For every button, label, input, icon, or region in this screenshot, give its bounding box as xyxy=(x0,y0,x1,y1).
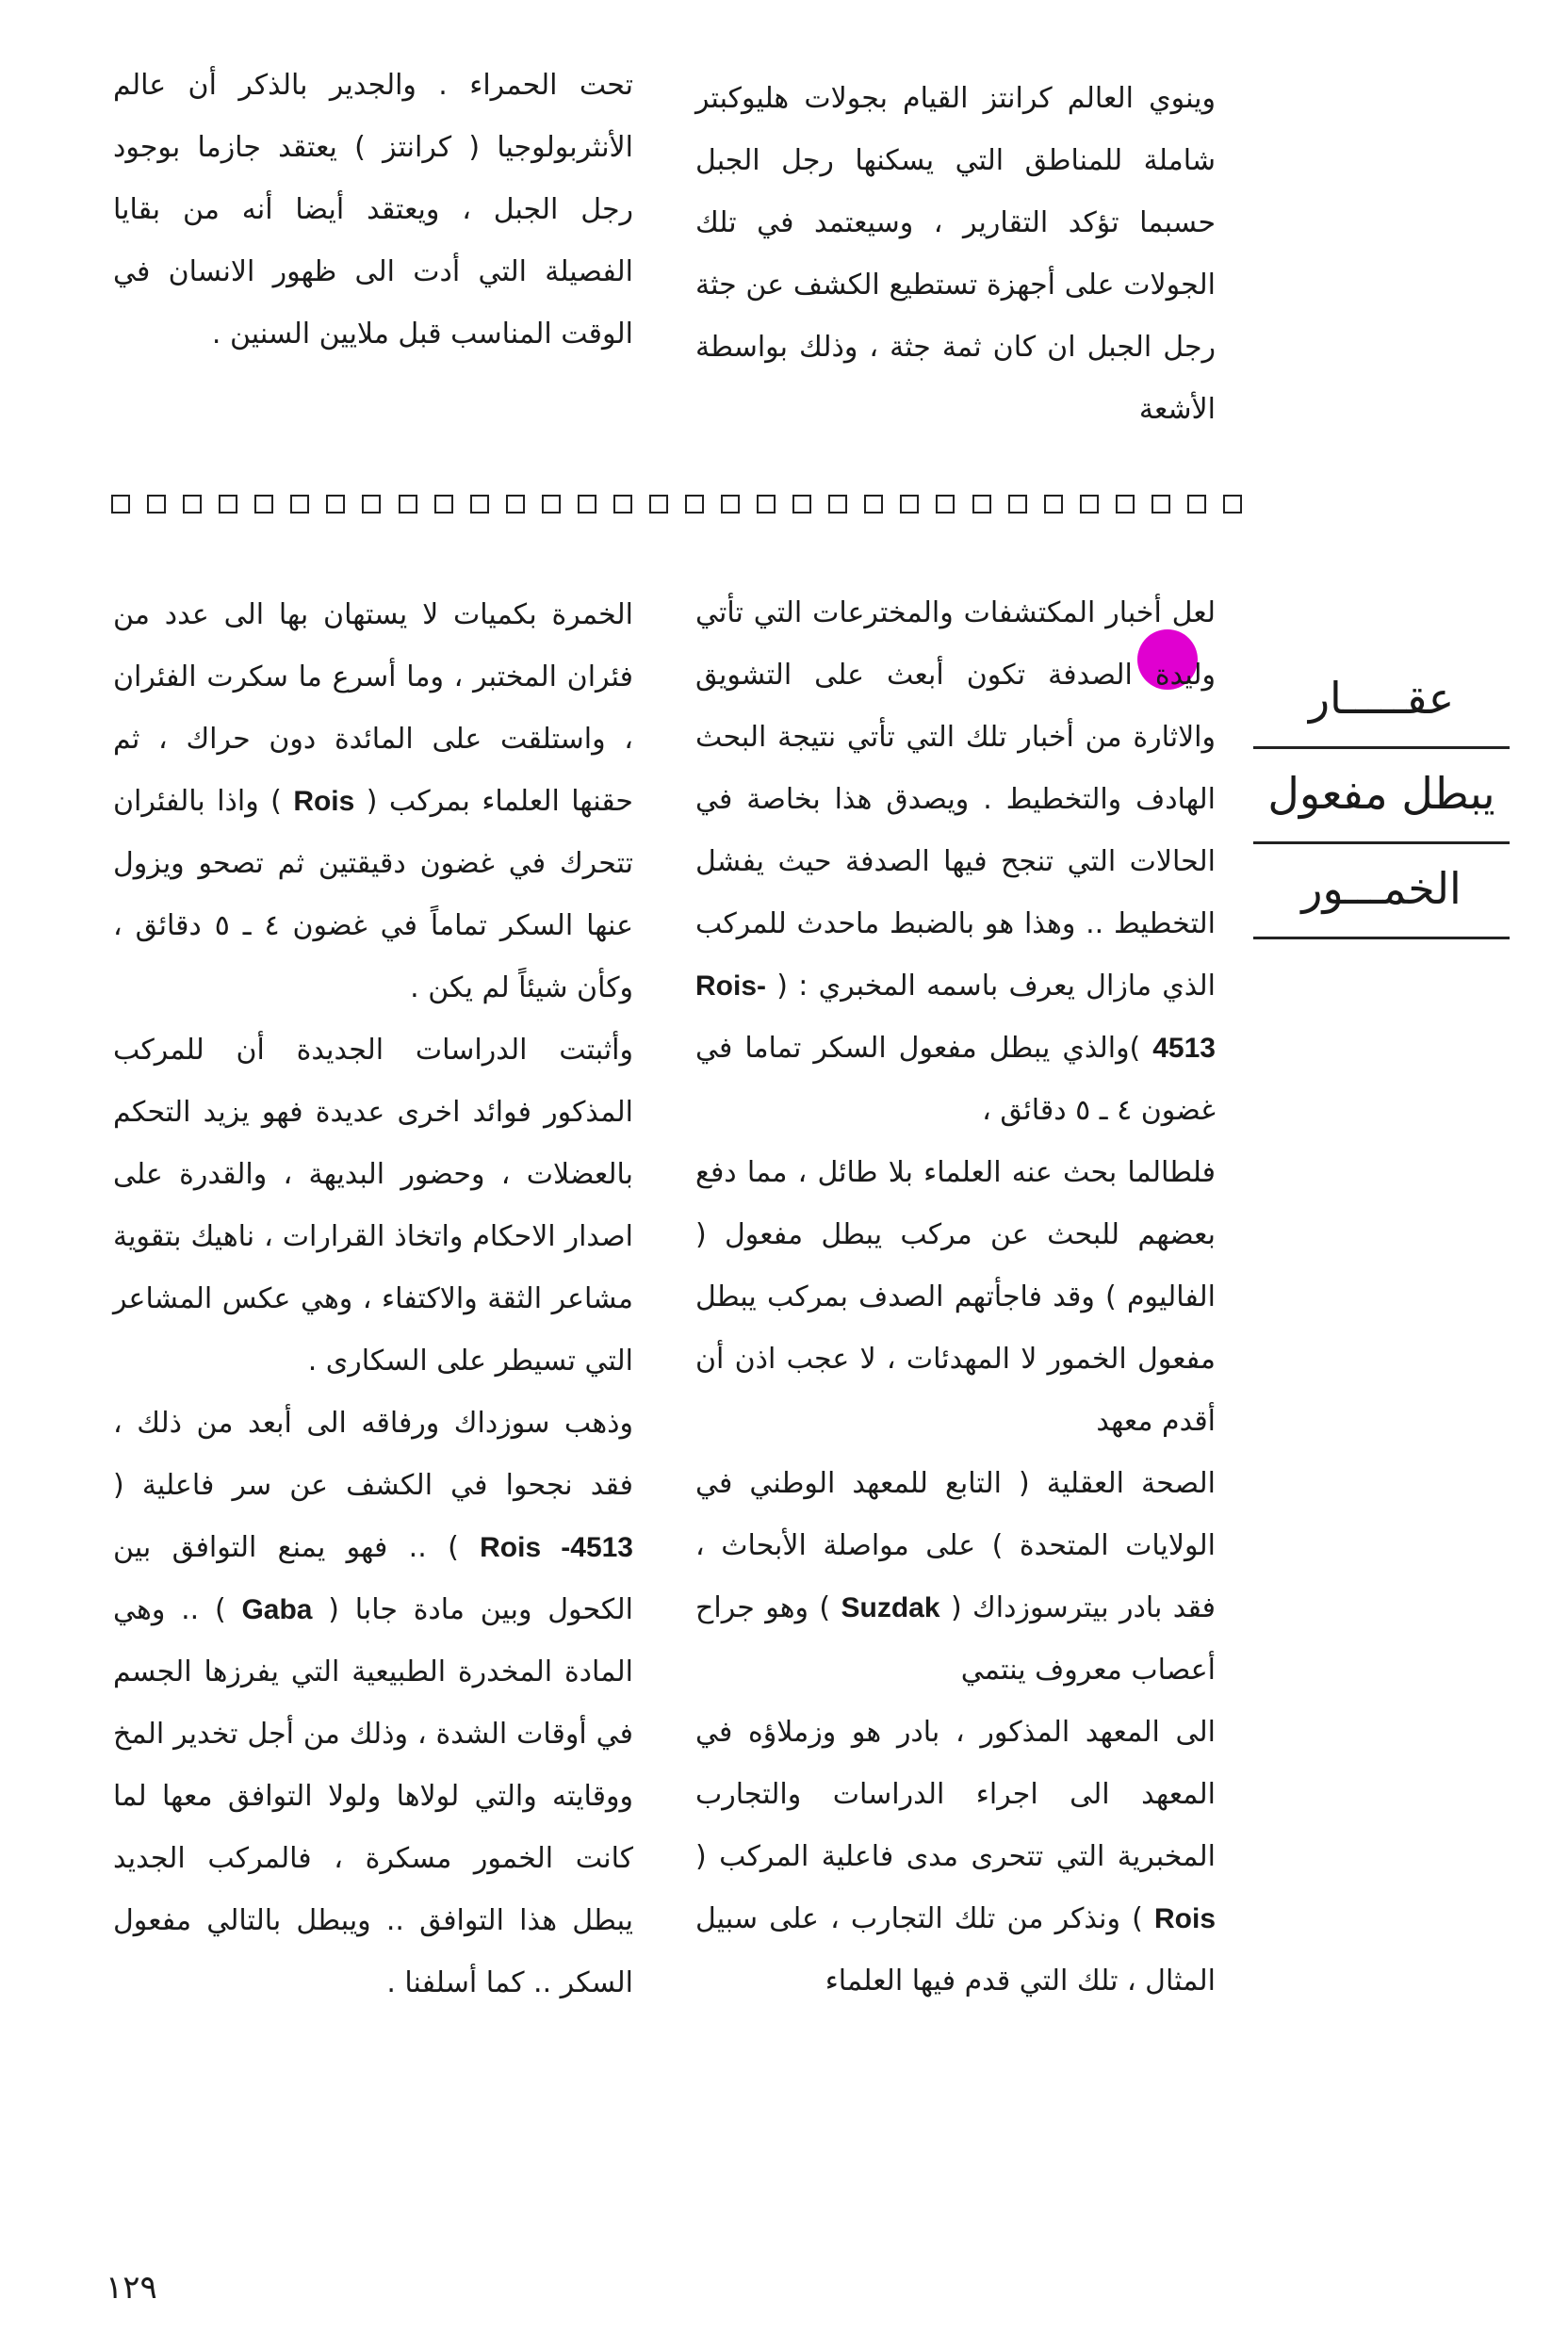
separator-square xyxy=(1116,495,1135,514)
separator-square xyxy=(1008,495,1027,514)
separator-square xyxy=(578,495,596,514)
page-number: ١٢٩ xyxy=(106,2269,157,2307)
separator-square xyxy=(792,495,811,514)
separator-square xyxy=(111,495,130,514)
article-right-column xyxy=(695,582,1216,2013)
compound-code: Rois -4513 xyxy=(480,1532,633,1563)
separator-square xyxy=(470,495,489,514)
square-separator xyxy=(111,488,1242,520)
compound-code: Rois xyxy=(1154,1903,1217,1934)
compound-code: Gaba xyxy=(241,1594,313,1625)
separator-square xyxy=(506,495,525,514)
separator-square xyxy=(649,495,668,514)
text-run: ) ونذكر من تلك التجارب ، على سبيل المثال ، تلك التي قدم فيها العلماء xyxy=(695,1902,1216,1997)
separator-square xyxy=(936,495,955,514)
separator-square xyxy=(864,495,883,514)
text-run: ) واذا بالفئران تتحرك في غضون دقيقتين ثم تصحو ويزول عنها السكر تماماً في غضون ٤ ـ ٥ دقائق ، وكأن شيئاً لم يكن . xyxy=(113,785,633,1004)
article-title xyxy=(1253,654,1510,939)
separator-square xyxy=(1080,495,1099,514)
separator-square xyxy=(757,495,776,514)
separator-square xyxy=(362,495,381,514)
separator-square xyxy=(434,495,453,514)
text-run: )والذي يبطل مفعول السكر تماما في غضون ٤ ـ ٥ دقائق ، xyxy=(695,1032,1216,1127)
article-left-column xyxy=(113,584,633,2014)
separator-square xyxy=(542,495,561,514)
title-line: يبطل مفعول xyxy=(1253,749,1510,844)
top-right-column xyxy=(695,68,1216,441)
separator-square xyxy=(147,495,166,514)
paragraph: فلطالما بحث عنه العلماء بلا طائل ، مما دفع بعضهم للبحث عن مركب يبطل مفعول ( الفاليوم ) وقد فاجأتهم الصدف بمركب يبطل مفعول الخمور لا المهدئات ، لا عجب اذن أن أقدم معهد xyxy=(695,1156,1216,1438)
separator-square xyxy=(1044,495,1063,514)
separator-square xyxy=(1152,495,1170,514)
separator-square xyxy=(326,495,345,514)
paragraph: وينوي العالم كرانتز القيام بجولات هليوكبتر شاملة للمناطق التي يسكنها رجل الجبل حسبما تؤكد التقارير ، وسيعتمد في تلك الجولات على أجهزة تستطيع الكشف عن جثة رجل الجبل ان كان ثمة جثة ، وذلك بواسطة الأشعة xyxy=(695,82,1216,426)
separator-square xyxy=(290,495,309,514)
separator-square xyxy=(721,495,740,514)
paragraph xyxy=(695,1702,1216,2013)
separator-square xyxy=(219,495,237,514)
separator-square xyxy=(183,495,202,514)
text-run: ) .. وهي المادة المخدرة الطبيعية التي يفرزها الجسم في أوقات الشدة ، وذلك من أجل تخدير المخ ووقايته والتي لولاها ولولا التوافق معها لما كانت الخمور مسكرة ، فالمركب الجديد يبطل هذا التوافق .. ويبطل بالتالي مفعول السكر .. كما أسلفنا . xyxy=(113,1593,633,1999)
paragraph xyxy=(695,582,1216,1142)
separator-square xyxy=(254,495,273,514)
title-line: عقـــــار xyxy=(1253,654,1510,749)
paragraph xyxy=(113,1393,633,2014)
separator-square xyxy=(685,495,704,514)
paragraph xyxy=(113,584,633,1019)
separator-square xyxy=(900,495,919,514)
compound-code: Rois xyxy=(293,786,355,817)
separator-square xyxy=(1223,495,1242,514)
text-run: ) .. فهو يمنع التوافق بين الكحول وبين مادة جابا ( xyxy=(113,1531,633,1626)
separator-square xyxy=(613,495,632,514)
text-run: ) وهو جراح أعصاب معروف ينتمي xyxy=(695,1591,1216,1687)
text-run: وذهب سوزداك ورفاقه الى أبعد من ذلك ، فقد نجحوا في الكشف عن سر فاعلية ( xyxy=(113,1407,633,1502)
paragraph xyxy=(695,1453,1216,1702)
separator-square xyxy=(399,495,417,514)
paragraph: وأثبتت الدراسات الجديدة أن للمركب المذكور فوائد اخرى عديدة فهو يزيد التحكم بالعضلات ، وحضور البديهة ، والقدرة على اصدار الاحكام واتخاذ القرارات ، ناهيك بتقوية مشاعر الثقة والاكتفاء ، وهي عكس المشاعر التي تسيطر على السكارى . xyxy=(113,1034,633,1378)
top-left-column xyxy=(113,55,633,366)
text-run: الخمرة بكميات لا يستهان بها الى عدد من فئران المختبر ، وما أسرع ما سكرت الفئران ، واستلقت على المائدة دون حراك ، ثم حقنها العلماء بمركب ( xyxy=(113,598,633,818)
paragraph: تحت الحمراء . والجدير بالذكر أن عالم الأنثربولوجيا ( كرانتز ) يعتقد جازما بوجود رجل الجبل ، ويعتقد أيضا أنه من بقايا الفصيلة التي أدت الى ظهور الانسان في الوقت المناسب قبل ملايين السنين . xyxy=(113,69,633,351)
separator-square xyxy=(1187,495,1206,514)
text-run: الى المعهد المذكور ، بادر هو وزملاؤه في المعهد الى اجراء الدراسات والتجارب المخبرية التي تتحرى مدى فاعلية المركب ( xyxy=(695,1716,1216,1873)
separator-square xyxy=(972,495,991,514)
separator-square xyxy=(828,495,847,514)
text-run: الصحة العقلية ( التابع للمعهد الوطني في الولايات المتحدة ) على مواصلة الأبحاث ، فقد بادر بيترسوزداك ( xyxy=(695,1467,1216,1624)
person-name-latin: Suzdak xyxy=(841,1592,940,1623)
compound-code: Rois-4513 xyxy=(695,970,1216,1064)
text-run: لعل أخبار المكتشفات والمخترعات التي تأتي وليدة الصدفة تكون أبعث على التشويق والاثارة من أخبار تلك التي تأتي نتيجة البحث الهادف والتخطيط . ويصدق هذا بخاصة في الحالات التي تنجح فيها الصدفة حيث يفشل التخطيط .. وهذا هو بالضبط ماحدث للمركب الذي مازال يعرف باسمه المخبري : ( xyxy=(695,596,1216,1003)
title-line: الخمـــور xyxy=(1253,844,1510,939)
